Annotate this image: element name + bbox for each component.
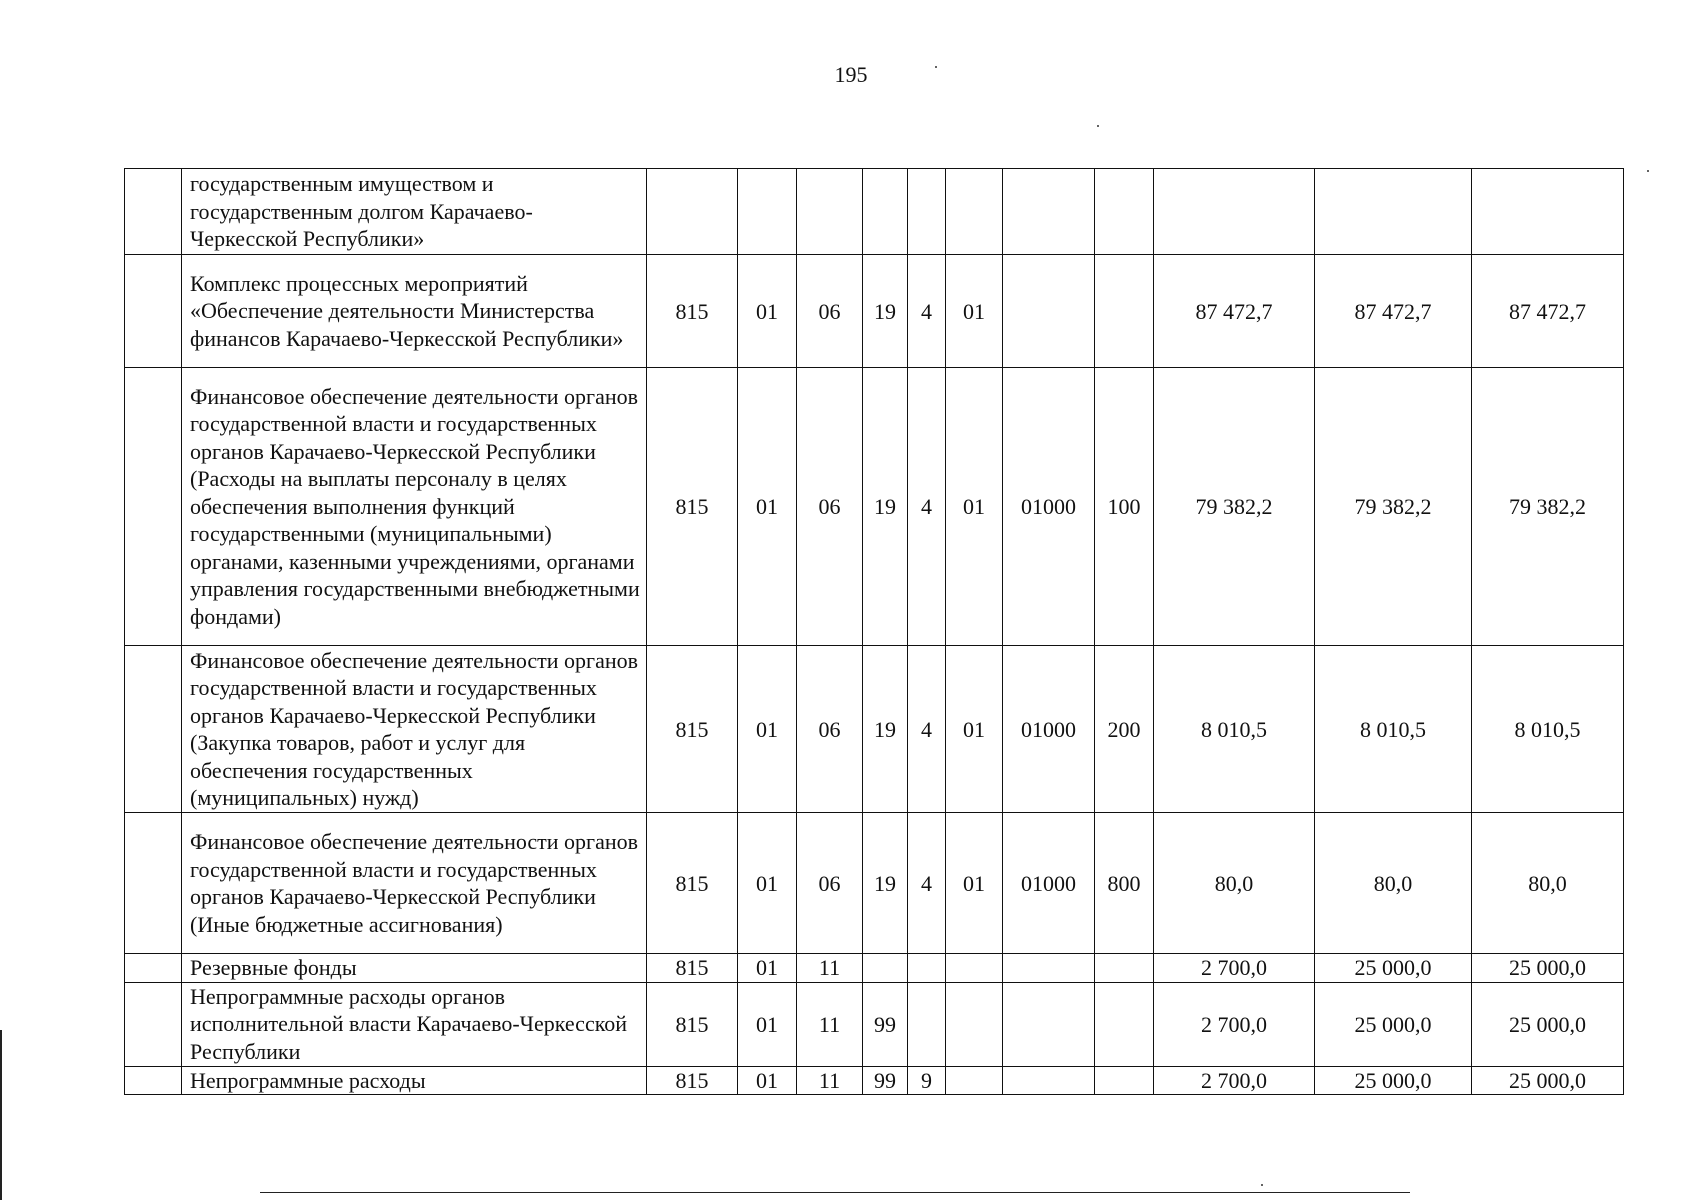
amount-year-2: 25 000,0 xyxy=(1315,982,1472,1066)
row-name: Резервные фонды xyxy=(182,954,647,983)
ministry-code: 815 xyxy=(647,982,738,1066)
amount-year-1: 8 010,5 xyxy=(1154,646,1315,813)
amount-year-2: 25 000,0 xyxy=(1315,954,1472,983)
program-code xyxy=(863,954,908,983)
row-number-cell xyxy=(125,982,182,1066)
event-code: 01 xyxy=(946,646,1003,813)
table-row xyxy=(125,813,1624,954)
expense-type-code xyxy=(1095,954,1154,983)
row-name: Финансовое обеспечение деятельности органов государственной власти и государственных органов Карачаево-Черкесской Республики (Иные бюджетные ассигнования) xyxy=(182,813,647,954)
program-code: 19 xyxy=(863,813,908,954)
ministry-code: 815 xyxy=(647,1066,738,1095)
amount-year-2: 8 010,5 xyxy=(1315,646,1472,813)
direction-code xyxy=(1003,255,1095,368)
type-code: 4 xyxy=(908,255,946,368)
table-row xyxy=(125,1066,1624,1095)
row-name: Непрограммные расходы органов исполнительной власти Карачаево-Черкесской Республики xyxy=(182,982,647,1066)
ministry-code: 815 xyxy=(647,646,738,813)
amount-year-1: 2 700,0 xyxy=(1154,982,1315,1066)
section-code: 01 xyxy=(738,255,797,368)
program-code: 19 xyxy=(863,646,908,813)
row-name: Финансовое обеспечение деятельности органов государственной власти и государственных органов Карачаево-Черкесской Республики (Закупка товаров, работ и услуг для обеспечения государственных (муниципальных) нужд) xyxy=(182,646,647,813)
amount-year-3: 80,0 xyxy=(1472,813,1624,954)
amount-year-3: 25 000,0 xyxy=(1472,954,1624,983)
left-scan-edge xyxy=(0,1030,2,1200)
table-row xyxy=(125,646,1624,813)
subsection-code: 11 xyxy=(797,1066,863,1095)
amount-year-1: 2 700,0 xyxy=(1154,1066,1315,1095)
row-name: Непрограммные расходы xyxy=(182,1066,647,1095)
subsection-code: 06 xyxy=(797,646,863,813)
ministry-code xyxy=(647,169,738,255)
scan-speck xyxy=(935,66,937,68)
amount-year-1: 87 472,7 xyxy=(1154,255,1315,368)
ministry-code: 815 xyxy=(647,954,738,983)
row-number-cell xyxy=(125,646,182,813)
scan-speck xyxy=(1261,1184,1263,1186)
type-code xyxy=(908,954,946,983)
type-code: 4 xyxy=(908,646,946,813)
amount-year-3: 25 000,0 xyxy=(1472,1066,1624,1095)
ministry-code: 815 xyxy=(647,813,738,954)
section-code: 01 xyxy=(738,954,797,983)
type-code xyxy=(908,169,946,255)
budget-table xyxy=(124,168,1624,1095)
section-code xyxy=(738,169,797,255)
section-code: 01 xyxy=(738,368,797,646)
direction-code: 01000 xyxy=(1003,368,1095,646)
event-code: 01 xyxy=(946,813,1003,954)
row-number-cell xyxy=(125,954,182,983)
row-number-cell xyxy=(125,813,182,954)
type-code: 4 xyxy=(908,368,946,646)
expense-type-code xyxy=(1095,169,1154,255)
direction-code xyxy=(1003,1066,1095,1095)
amount-year-3: 79 382,2 xyxy=(1472,368,1624,646)
amount-year-1 xyxy=(1154,169,1315,255)
amount-year-3: 87 472,7 xyxy=(1472,255,1624,368)
expense-type-code: 200 xyxy=(1095,646,1154,813)
expense-type-code xyxy=(1095,982,1154,1066)
program-code: 19 xyxy=(863,368,908,646)
direction-code: 01000 xyxy=(1003,646,1095,813)
scan-speck xyxy=(1097,125,1099,127)
subsection-code xyxy=(797,169,863,255)
bottom-scan-rule xyxy=(260,1192,1410,1193)
program-code: 99 xyxy=(863,982,908,1066)
event-code xyxy=(946,169,1003,255)
amount-year-3: 25 000,0 xyxy=(1472,982,1624,1066)
table-row xyxy=(125,954,1624,983)
section-code: 01 xyxy=(738,1066,797,1095)
scan-speck xyxy=(1647,170,1649,172)
direction-code: 01000 xyxy=(1003,813,1095,954)
row-name: Финансовое обеспечение деятельности органов государственной власти и государственных органов Карачаево-Черкесской Республики (Расходы на выплаты персоналу в целях обеспечения выполнения функций государственными (муниципальными) органами, казенными учреждениями, органами управления государственными внебюджетными фондами) xyxy=(182,368,647,646)
expense-type-code xyxy=(1095,255,1154,368)
page-number: 195 xyxy=(834,62,868,87)
table-row xyxy=(125,255,1624,368)
ministry-code: 815 xyxy=(647,255,738,368)
event-code: 01 xyxy=(946,255,1003,368)
subsection-code: 06 xyxy=(797,368,863,646)
row-number-cell xyxy=(125,368,182,646)
direction-code xyxy=(1003,954,1095,983)
program-code xyxy=(863,169,908,255)
amount-year-1: 79 382,2 xyxy=(1154,368,1315,646)
type-code: 4 xyxy=(908,813,946,954)
amount-year-3 xyxy=(1472,169,1624,255)
section-code: 01 xyxy=(738,646,797,813)
program-code: 19 xyxy=(863,255,908,368)
amount-year-2: 87 472,7 xyxy=(1315,255,1472,368)
section-code: 01 xyxy=(738,982,797,1066)
expense-type-code xyxy=(1095,1066,1154,1095)
subsection-code: 11 xyxy=(797,982,863,1066)
amount-year-1: 2 700,0 xyxy=(1154,954,1315,983)
subsection-code: 11 xyxy=(797,954,863,983)
event-code xyxy=(946,954,1003,983)
amount-year-2: 79 382,2 xyxy=(1315,368,1472,646)
direction-code xyxy=(1003,169,1095,255)
type-code xyxy=(908,982,946,1066)
row-number-cell xyxy=(125,1066,182,1095)
row-number-cell xyxy=(125,255,182,368)
table-row xyxy=(125,368,1624,646)
amount-year-1: 80,0 xyxy=(1154,813,1315,954)
row-name: государственным имуществом и государственным долгом Карачаево-Черкесской Республики» xyxy=(182,169,647,255)
section-code: 01 xyxy=(738,813,797,954)
subsection-code: 06 xyxy=(797,813,863,954)
ministry-code: 815 xyxy=(647,368,738,646)
amount-year-2 xyxy=(1315,169,1472,255)
event-code: 01 xyxy=(946,368,1003,646)
expense-type-code: 800 xyxy=(1095,813,1154,954)
expense-type-code: 100 xyxy=(1095,368,1154,646)
table-row xyxy=(125,169,1624,255)
amount-year-2: 80,0 xyxy=(1315,813,1472,954)
program-code: 99 xyxy=(863,1066,908,1095)
event-code xyxy=(946,982,1003,1066)
table-row xyxy=(125,982,1624,1066)
subsection-code: 06 xyxy=(797,255,863,368)
direction-code xyxy=(1003,982,1095,1066)
amount-year-2: 25 000,0 xyxy=(1315,1066,1472,1095)
row-name: Комплекс процессных мероприятий «Обеспечение деятельности Министерства финансов Карачаево-Черкесской Республики» xyxy=(182,255,647,368)
event-code xyxy=(946,1066,1003,1095)
amount-year-3: 8 010,5 xyxy=(1472,646,1624,813)
row-number-cell xyxy=(125,169,182,255)
type-code: 9 xyxy=(908,1066,946,1095)
